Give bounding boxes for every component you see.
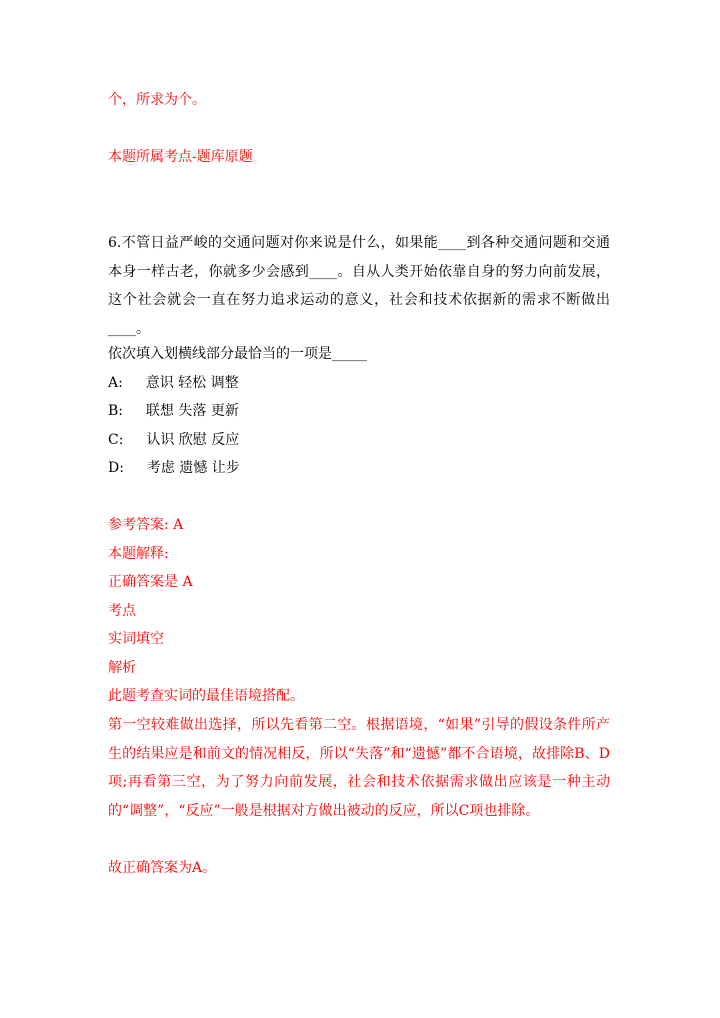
option-text: 意识 轻松 调整 (145, 375, 239, 391)
option-label: D: (108, 460, 124, 476)
analysis-summary: 此题考查实词的最佳语境搭配。 (108, 688, 304, 704)
correct-answer: 正确答案是 A (108, 574, 193, 590)
question-prompt: 依次填入划横线部分最恰当的一项是_____ (108, 346, 367, 362)
option-text: 认识 欣慰 反应 (146, 432, 240, 448)
analysis-detail: 第一空较难做出选择，所以先看第二空。根据语境，“如果”引导的假设条件所产生的结果应是和前文的情况相反，所以“失落”和“遗憾”都不合语境，故排除B、D项;再看第三空，为了努力向前发展，社会和技术依据需求做出应该是一种主动的“调整”，“反应”一般是根据对方做出被动的反应，所以C项也排除。 (108, 717, 610, 819)
explanation-title: 本题解释: (108, 546, 169, 562)
option-label: C: (108, 432, 124, 448)
analysis-title: 解析 (108, 660, 136, 676)
test-point-title: 考点 (108, 603, 136, 619)
analysis-conclusion: 故正确答案为A。 (108, 860, 217, 876)
option-label: A: (108, 375, 123, 391)
option-a (108, 373, 239, 393)
option-text: 联想 失落 更新 (145, 403, 239, 419)
option-c (108, 430, 239, 450)
question-source: 本题所属考点-题库原题 (108, 149, 253, 165)
option-d (108, 458, 240, 478)
previous-answer-tail: 个，所求为个。 (108, 92, 206, 108)
test-point: 实词填空 (108, 631, 164, 647)
option-b (108, 401, 239, 421)
option-label: B: (108, 403, 124, 419)
reference-answer: 参考答案: A (108, 517, 184, 533)
option-text: 考虑 遗憾 让步 (146, 460, 240, 476)
question-stem: 6.不管日益严峻的交通问题对你来说是什么，如果能____到各种交通问题和交通本身一样古老，你就多少会感到____。自从人类开始依靠自身的努力向前发展，这个社会就会一直在努力追求运动的意义，社会和技术依据新的需求不断做出____。 (108, 235, 610, 337)
